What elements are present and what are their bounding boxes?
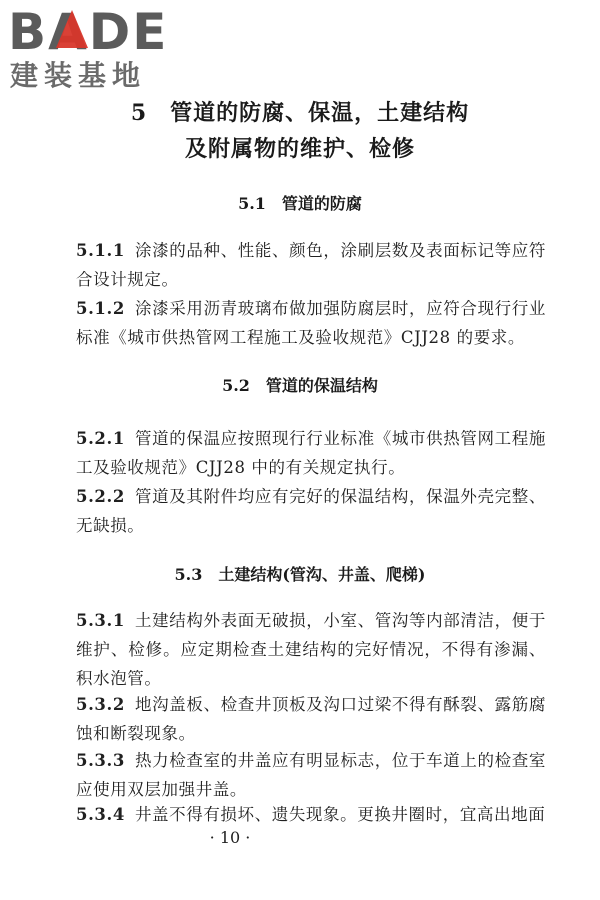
section-heading-5-3: 5.3 土建结构(管沟、井盖、爬梯) (174, 565, 426, 584)
clause-5-3-4 (76, 800, 546, 829)
clause-text: 地沟盖板、检查井顶板及沟口过梁不得有酥裂、露筋腐蚀和断裂现象。 (76, 695, 546, 743)
clause-5-1-2 (76, 294, 546, 352)
clause-5-3-2 (76, 690, 546, 748)
clause-5-3-3 (76, 746, 546, 804)
clause-text: 土建结构外表面无破损，小室、管沟等内部清洁，便于维护、检修。应定期检查土建结构的完好情况，不得有渗漏、积水泡管。 (76, 611, 546, 688)
chapter-title-line-1: 5 管道的防腐、保温，土建结构 (130, 100, 470, 126)
clause-5-1-1 (76, 236, 546, 294)
logo-brand-text: BADE (8, 3, 169, 61)
clause-text: 热力检查室的井盖应有明显标志，位于车道上的检查室应使用双层加强井盖。 (76, 751, 546, 799)
clause-number: 5.2.2 (76, 487, 125, 506)
clause-text: 井盖不得有损坏、遗失现象。更换井圈时，宜高出地面 (134, 805, 546, 824)
clause-text: 涂漆采用沥青玻璃布做加强防腐层时，应符合现行行业标准《城市供热管网工程施工及验收规范》CJJ28 的要求。 (76, 299, 546, 347)
section-heading-5-2: 5.2 管道的保温结构 (222, 376, 378, 395)
clause-number: 5.3.2 (76, 695, 125, 714)
clause-text: 涂漆的品种、性能、颜色，涂刷层数及表面标记等应符合设计规定。 (76, 241, 546, 289)
clause-5-2-1 (76, 424, 546, 482)
clause-number: 5.3.4 (76, 805, 125, 824)
clause-number: 5.3.3 (76, 751, 125, 770)
clause-text: 管道及其附件均应有完好的保温结构，保温外壳完整、无缺损。 (76, 487, 546, 535)
clause-number: 5.1.1 (76, 241, 125, 260)
clause-5-2-2 (76, 482, 546, 540)
page-number (0, 828, 600, 847)
section-heading-5-1: 5.1 管道的防腐 (238, 194, 362, 213)
chapter-title-line-2: 及附属物的维护、检修 (184, 136, 415, 162)
clause-text: 管道的保温应按照现行行业标准《城市供热管网工程施工及验收规范》CJJ28 中的有关规定执行。 (76, 429, 546, 477)
clause-5-3-1 (76, 606, 546, 693)
logo-accent-triangle (56, 10, 88, 48)
clause-number: 5.1.2 (76, 299, 125, 318)
clause-number: 5.2.1 (76, 429, 125, 448)
brand-logo (8, 4, 178, 96)
clause-number: 5.3.1 (76, 611, 125, 630)
logo-subtitle: 建装基地 (10, 59, 147, 92)
page-number-text: · 10 · (209, 828, 251, 847)
